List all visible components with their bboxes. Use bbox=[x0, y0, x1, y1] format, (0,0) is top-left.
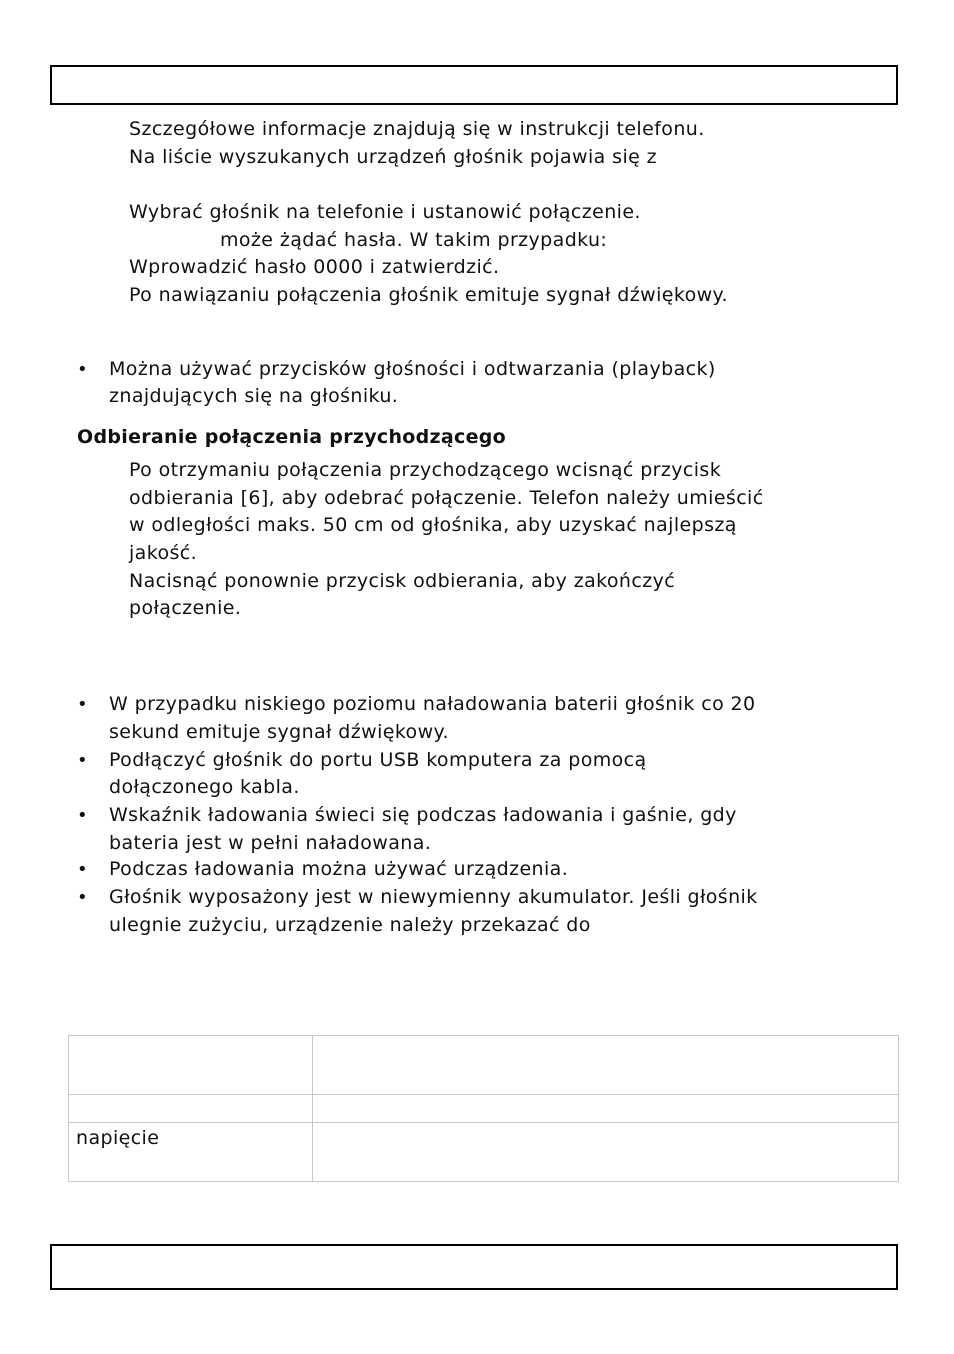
spec-table bbox=[68, 1035, 899, 1182]
text-line: Po nawiązaniu połączenia głośnik emituje sygnał dźwiękowy. bbox=[129, 284, 728, 306]
spec-value-cell bbox=[313, 1095, 899, 1123]
spec-value-cell bbox=[313, 1123, 899, 1182]
bullet-icon: • bbox=[77, 359, 88, 380]
list-item-line: bateria jest w pełni naładowana. bbox=[109, 832, 432, 854]
list-item-line: Wskaźnik ładowania świeci się podczas ładowania i gaśnie, gdy bbox=[109, 804, 737, 826]
table-row bbox=[69, 1123, 899, 1182]
list-item-line: sekund emituje sygnał dźwiękowy. bbox=[109, 721, 449, 743]
text-line: może żądać hasła. W takim przypadku: bbox=[220, 229, 608, 251]
list-item-line: Głośnik wyposażony jest w niewymienny akumulator. Jeśli głośnik bbox=[109, 886, 758, 908]
text-line: odbierania [6], aby odebrać połączenie. Telefon należy umieścić bbox=[129, 487, 764, 509]
text-line: Po otrzymaniu połączenia przychodzącego wcisnąć przycisk bbox=[129, 459, 722, 481]
list-item-line: Podczas ładowania można używać urządzenia. bbox=[109, 858, 569, 880]
text-line: Szczegółowe informacje znajdują się w instrukcji telefonu. bbox=[129, 118, 705, 140]
text-line: Nacisnąć ponownie przycisk odbierania, aby zakończyć bbox=[129, 570, 676, 592]
bullet-icon: • bbox=[77, 805, 88, 826]
list-item-line: W przypadku niskiego poziomu naładowania baterii głośnik co 20 bbox=[109, 693, 756, 715]
spec-label-cell: napięcie bbox=[69, 1123, 313, 1182]
spec-label-cell bbox=[69, 1095, 313, 1123]
spec-value-cell bbox=[313, 1036, 899, 1095]
spec-label-cell bbox=[69, 1036, 313, 1095]
list-item-line: ulegnie zużyciu, urządzenie należy przekazać do bbox=[109, 914, 591, 936]
bullet-icon: • bbox=[77, 887, 88, 908]
section-heading: Odbieranie połączenia przychodzącego bbox=[77, 426, 507, 448]
bullet-icon: • bbox=[77, 750, 88, 771]
bullet-icon: • bbox=[77, 694, 88, 715]
list-item-line: znajdujących się na głośniku. bbox=[109, 385, 399, 407]
table-row bbox=[69, 1095, 899, 1123]
text-line: Wybrać głośnik na telefonie i ustanowić połączenie. bbox=[129, 201, 641, 223]
bullet-icon: • bbox=[77, 859, 88, 880]
table-row bbox=[69, 1036, 899, 1095]
footer-box bbox=[50, 1244, 898, 1290]
header-box bbox=[50, 65, 898, 105]
text-line: w odległości maks. 50 cm od głośnika, aby uzyskać najlepszą bbox=[129, 514, 737, 536]
list-item-line: Podłączyć głośnik do portu USB komputera za pomocą bbox=[109, 749, 647, 771]
list-item-line: Można używać przycisków głośności i odtwarzania (playback) bbox=[109, 358, 716, 380]
text-line: połączenie. bbox=[129, 597, 242, 619]
text-line: Na liście wyszukanych urządzeń głośnik pojawia się z bbox=[129, 146, 658, 168]
text-line: jakość. bbox=[129, 542, 198, 564]
list-item-line: dołączonego kabla. bbox=[109, 776, 300, 798]
text-line: Wprowadzić hasło 0000 i zatwierdzić. bbox=[129, 256, 500, 278]
